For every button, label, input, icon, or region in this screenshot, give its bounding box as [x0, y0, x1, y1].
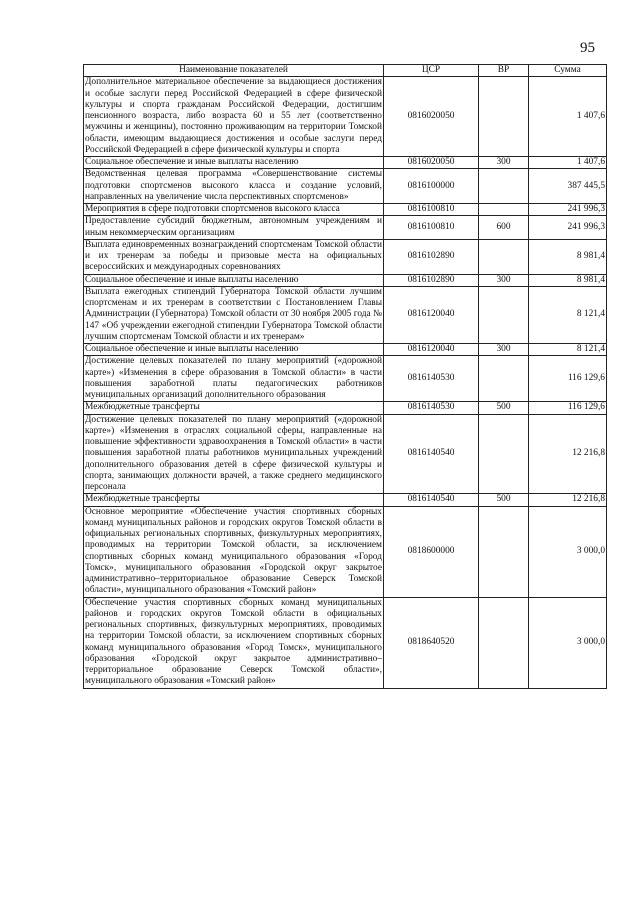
row-csr-cell: 0816100000 — [384, 169, 479, 204]
table-row — [84, 204, 607, 216]
row-vr-cell — [479, 506, 529, 597]
table-row — [84, 77, 607, 157]
row-sum-cell: 1 407,6 — [529, 77, 607, 157]
row-name-cell: Обеспечение участия спортивных сборных команд муниципальных районов и городских округов Томской области в официальных региональных спортивных, физкультурных мероприятиях, проводимых на территории Томской области, за исключением спортивных сборных команд муниципального образования «Город Томск», муниципального образования «Городской округ закрытое административно–территориальное образование Северск Томской области», муниципального образования «Томский район» — [85, 597, 382, 687]
row-csr-cell: 0816100810 — [384, 204, 479, 216]
row-vr-cell — [479, 204, 529, 216]
row-sum-cell: 8 981,4 — [529, 274, 607, 286]
row-csr-cell: 0818640520 — [384, 597, 479, 688]
row-vr-cell: 300 — [479, 274, 529, 286]
row-name-cell: Дополнительное материальное обеспечение за выдающиеся достижения и особые заслуги перед Российской Федерацией в сфере физической культуры и спорта гражданам Российской Федерации, достигшим пенсионного возраста, либо возраста 60 и 55 лет (соответственно мужчины и женщины), постоянно проживающим на территории Томской области, имеющим выдающиеся достижения и особые заслуги перед Российской Федерацией в сфере физической культуры и спорта — [85, 77, 382, 155]
header-row — [84, 65, 607, 77]
row-vr-cell — [479, 239, 529, 274]
row-vr-cell — [479, 414, 529, 494]
row-csr-cell: 0818600000 — [384, 506, 479, 597]
table-row — [84, 274, 607, 286]
header-csr: ЦСР — [384, 65, 479, 77]
row-sum-cell: 241 996,3 — [529, 204, 607, 216]
row-vr-cell — [479, 169, 529, 204]
table-row — [84, 356, 607, 402]
row-name-cell: Межбюджетные трансферты — [84, 402, 384, 414]
row-sum-cell: 8 121,4 — [529, 286, 607, 343]
row-sum-cell: 8 981,4 — [529, 239, 607, 274]
row-csr-cell: 0816120040 — [384, 344, 479, 356]
row-vr-cell — [479, 356, 529, 402]
row-vr-cell: 300 — [479, 344, 529, 356]
row-csr-cell: 0816140530 — [384, 356, 479, 402]
row-name-cell: Социальное обеспечение и иные выплаты населению — [84, 157, 384, 169]
row-name-cell: Социальное обеспечение и иные выплаты населению — [84, 274, 384, 286]
row-sum-cell: 116 129,6 — [529, 356, 607, 402]
row-vr-cell — [479, 597, 529, 688]
row-vr-cell: 600 — [479, 216, 529, 240]
table-row — [84, 286, 607, 343]
row-vr-cell — [479, 77, 529, 157]
row-csr-cell: 0816100810 — [384, 216, 479, 240]
page-number: 95 — [580, 40, 595, 56]
header-sum: Сумма — [529, 65, 607, 77]
row-sum-cell: 8 121,4 — [529, 344, 607, 356]
row-vr-cell: 300 — [479, 157, 529, 169]
table-row — [84, 402, 607, 414]
row-sum-cell: 116 129,6 — [529, 402, 607, 414]
table-row — [84, 216, 607, 240]
row-sum-cell: 387 445,5 — [529, 169, 607, 204]
row-csr-cell: 0816020050 — [384, 157, 479, 169]
row-name-cell: Предоставление субсидий бюджетным, автономным учреждениям и иным некоммерческим организациям — [85, 216, 382, 238]
row-name-cell: Социальное обеспечение и иные выплаты населению — [84, 344, 384, 356]
table-row — [84, 239, 607, 274]
row-name-cell: Достижение целевых показателей по плану мероприятий («дорожной карте») «Изменения в сфере образования в Томской области» в части повышения заработной платы педагогических работников муниципальных организаций дополнительного образования — [85, 356, 382, 400]
header-name: Наименование показателей — [84, 65, 384, 77]
row-name-cell: Межбюджетные трансферты — [84, 494, 384, 506]
header-vr: ВР — [479, 65, 529, 77]
table-row — [84, 169, 607, 204]
row-sum-cell: 241 996,3 — [529, 216, 607, 240]
row-csr-cell: 0816140530 — [384, 402, 479, 414]
row-name-cell: Основное мероприятие «Обеспечение участия спортивных сборных команд муниципальных районов и городских округов Томской области в официальных региональных спортивных, физкультурных мероприятиях, проводимых на территории Томской области, за исключением спортивных сборных команд муниципального образования «Город Томск», муниципального образования «Городской округ закрытое административно–территориальное образование Северск Томской области», муниципального образования «Томский район» — [85, 506, 382, 596]
table-row — [84, 157, 607, 169]
row-csr-cell: 0816120040 — [384, 286, 479, 343]
table-body — [84, 77, 607, 688]
row-csr-cell: 0816020050 — [384, 77, 479, 157]
row-vr-cell: 500 — [479, 402, 529, 414]
row-name-cell: Достижение целевых показателей по плану мероприятий («дорожной карте») «Изменения в отраслях социальной сферы, направленные на повышение эффективности здравоохранения в Томской области» в части повышения заработной платы работников муниципальных учреждений дополнительного образования детей в сфере физической культуры и спорта, занимающих должности врачей, а также среднего медицинского персонала — [85, 414, 382, 492]
row-name-cell: Выплата единовременных вознаграждений спортсменам Томской области и их тренерам за победы и призовые места на официальных всероссийских и международных соревнованиях — [85, 239, 382, 273]
row-sum-cell: 3 000,0 — [529, 506, 607, 597]
row-csr-cell: 0816102890 — [384, 239, 479, 274]
row-vr-cell — [479, 286, 529, 343]
table-row — [84, 506, 607, 597]
row-sum-cell: 12 216,8 — [529, 494, 607, 506]
table-row — [84, 597, 607, 688]
row-name-cell: Ведомственная целевая программа «Совершенствование системы подготовки спортсменов высокого класса и создание условий, направленных на увеличение числа перспективных спортсменов» — [85, 169, 382, 202]
table-header — [84, 65, 607, 77]
row-csr-cell: 0816140540 — [384, 414, 479, 494]
table-row — [84, 344, 607, 356]
table-row — [84, 494, 607, 506]
row-sum-cell: 12 216,8 — [529, 414, 607, 494]
table-row — [84, 414, 607, 494]
row-vr-cell: 500 — [479, 494, 529, 506]
budget-table — [83, 64, 607, 689]
row-sum-cell: 1 407,6 — [529, 157, 607, 169]
row-csr-cell: 0816140540 — [384, 494, 479, 506]
row-name-cell: Выплата ежегодных стипендий Губернатора Томской области лучшим спортсменам и их тренерам в соответствии с Постановлением Главы Администрации (Губернатора) Томской области от 30 ноября 2005 года № 147 «Об учреждении ежегодной стипендии Губернатора Томской области лучшим спортсменам Томской области и их тренерам» — [85, 286, 382, 342]
row-sum-cell: 3 000,0 — [529, 597, 607, 688]
row-csr-cell: 0816102890 — [384, 274, 479, 286]
row-name-cell: Мероприятия в сфере подготовки спортсменов высокого класса — [84, 204, 384, 216]
